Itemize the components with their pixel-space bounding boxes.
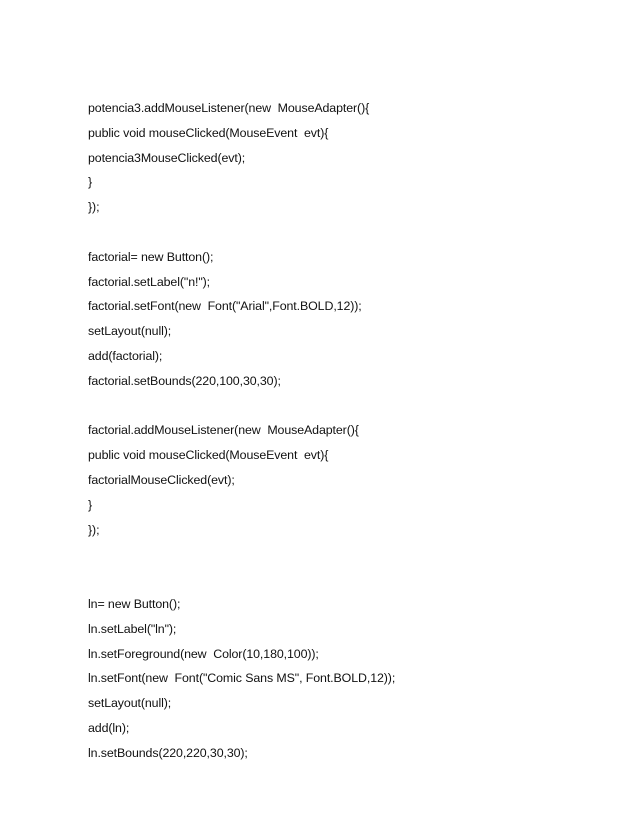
- code-line: potencia3.addMouseListener(new MouseAdapter(){: [88, 101, 370, 115]
- code-line: });: [88, 200, 100, 215]
- code-line: potencia3MouseClicked(evt);: [88, 150, 246, 165]
- code-line: }: [88, 175, 93, 190]
- code-line: factorial.addMouseListener(new MouseAdapter(){: [88, 423, 359, 438]
- code-line: factorial.setBounds(220,100,30,30);: [88, 373, 281, 388]
- code-line: ln.setForeground(new Color(10,180,100));: [88, 646, 319, 661]
- code-block-factorial-listener: [88, 418, 608, 542]
- code-line: factorial.setFont(new Font("Arial",Font.BOLD,12));: [88, 299, 362, 314]
- code-line: public void mouseClicked(MouseEvent evt){: [88, 125, 329, 140]
- code-line: setLayout(null);: [88, 696, 172, 711]
- code-block-factorial-button: [88, 245, 608, 394]
- code-line: setLayout(null);: [88, 324, 172, 339]
- code-line: ln= new Button();: [88, 596, 181, 611]
- code-line: factorial.setLabel("n!");: [88, 274, 210, 289]
- blank-line: [88, 220, 608, 245]
- code-block-potencia3-listener: [88, 96, 608, 220]
- code-line: factorialMouseClicked(evt);: [88, 472, 235, 487]
- code-line: public void mouseClicked(MouseEvent evt){: [88, 448, 329, 463]
- code-line: add(ln);: [88, 720, 130, 735]
- code-line: add(factorial);: [88, 348, 163, 363]
- code-line: ln.setLabel("ln");: [88, 621, 177, 636]
- code-line: ln.setBounds(220,220,30,30);: [88, 745, 248, 760]
- blank-line: [88, 394, 608, 419]
- code-line: }: [88, 497, 93, 512]
- code-line: ln.setFont(new Font("Comic Sans MS", Font.BOLD,12));: [88, 671, 396, 686]
- code-line: });: [88, 522, 100, 537]
- blank-lines: [88, 542, 608, 592]
- code-line: factorial= new Button();: [88, 249, 214, 264]
- code-listing: [88, 96, 608, 766]
- code-block-ln-button: [88, 592, 608, 766]
